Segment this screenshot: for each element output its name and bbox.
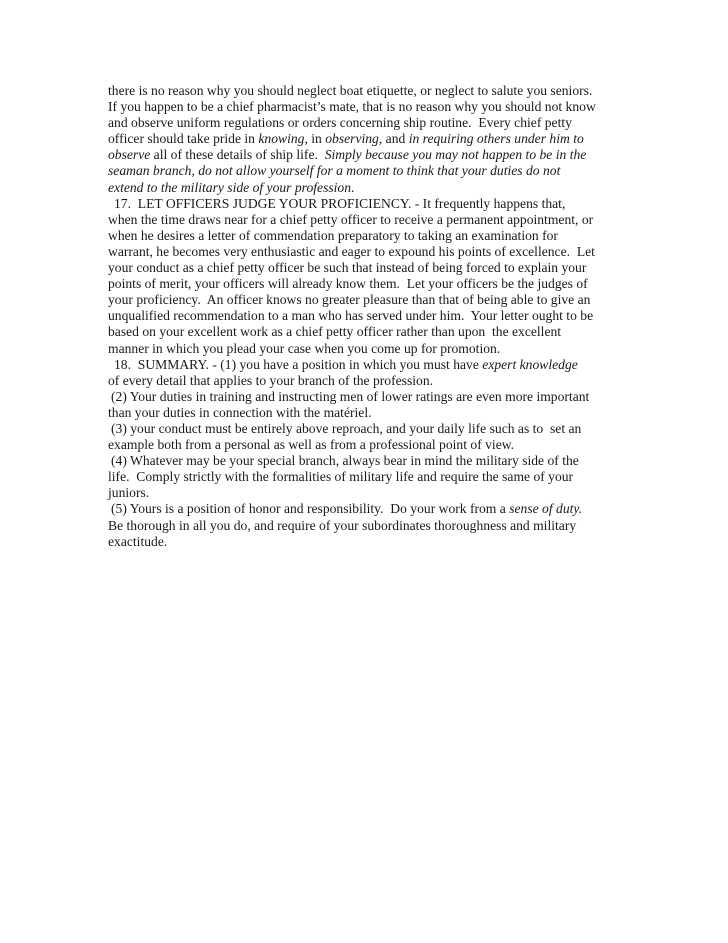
text-line — [108, 389, 624, 405]
text-line — [108, 405, 624, 421]
text-line — [108, 163, 624, 179]
text-segment: If you happen to be a chief pharmacist’s mate, that is no reason why you should not know — [108, 99, 596, 115]
text-segment: than your duties in connection with the matériel. — [108, 404, 372, 420]
text-segment: (5) Yours is a position of honor and responsibility. Do your work from a — [111, 501, 510, 517]
text-segment: warrant, he becomes very enthusiastic and eager to expound his points of excellence. Let — [108, 243, 595, 259]
text-segment: 18. SUMMARY. - (1) you have a position in which you must have — [114, 356, 483, 372]
text-line — [108, 228, 624, 244]
text-line — [108, 147, 624, 163]
text-line — [108, 534, 624, 550]
text-line — [108, 196, 624, 212]
italic-text: extend to the military side of your profession — [108, 179, 352, 195]
italic-text: sense of duty. — [509, 501, 583, 517]
text-segment: . — [351, 179, 355, 195]
text-segment: 17. LET OFFICERS JUDGE YOUR PROFICIENCY. - It frequently happens that, — [114, 195, 566, 211]
text-segment: life. Comply strictly with the formalities of military life and require the same of your — [108, 469, 574, 485]
text-line — [108, 212, 624, 228]
text-line — [108, 341, 624, 357]
text-line — [108, 485, 624, 501]
text-line — [108, 518, 624, 534]
text-segment: points of merit, your officers will already know them. Let your officers be the judges of — [108, 276, 588, 292]
text-segment: when he desires a letter of commendation preparatory to taking an examination for — [108, 227, 558, 243]
text-segment: your proficiency. An officer knows no greater pleasure than that of being able to give an — [108, 292, 591, 308]
text-line — [108, 115, 624, 131]
text-line — [108, 180, 624, 196]
text-line — [108, 131, 624, 147]
text-segment: example both from a personal as well as from a professional point of view. — [108, 437, 515, 453]
text-line — [108, 99, 624, 115]
italic-text: knowing — [258, 131, 305, 147]
text-segment: there is no reason why you should neglect boat etiquette, or neglect to salute you seniors. — [108, 83, 593, 98]
text-segment: (4) Whatever may be your special branch, always bear in mind the military side of the — [111, 453, 579, 469]
text-segment: of every detail that applies to your branch of the profession. — [108, 372, 434, 388]
text-segment: juniors. — [108, 485, 150, 501]
text-segment: and observe uniform regulations or orders concerning ship routine. Every chief petty — [108, 115, 572, 131]
text-segment: (2) Your duties in training and instructing men of lower ratings are even more important — [111, 388, 590, 404]
italic-text: observe — [108, 147, 151, 163]
text-segment: , in — [304, 131, 326, 147]
text-segment: when the time draws near for a chief petty officer to receive a permanent appointment, or — [108, 211, 594, 227]
italic-text: Simply because you may not happen to be in the — [324, 147, 587, 163]
text-line — [108, 292, 624, 308]
italic-text: in requiring others under him to — [408, 131, 584, 147]
text-line — [108, 437, 624, 453]
text-line — [108, 501, 624, 517]
text-line — [108, 373, 624, 389]
text-segment: exactitude. — [108, 533, 168, 549]
text-segment: unqualified recommendation to a man who has served under him. Your letter ought to be — [108, 308, 594, 324]
text-line — [108, 324, 624, 340]
text-line — [108, 260, 624, 276]
text-line — [108, 453, 624, 469]
text-line — [108, 83, 624, 99]
text-line — [108, 308, 624, 324]
italic-text: observing — [325, 131, 379, 147]
italic-text: expert knowledge — [482, 356, 578, 372]
body-text — [108, 83, 624, 550]
text-segment: (3) your conduct must be entirely above reproach, and your daily life such as to set an — [111, 420, 582, 436]
text-segment: , and — [378, 131, 409, 147]
text-line — [108, 421, 624, 437]
text-segment: your conduct as a chief petty officer be such that instead of being forced to explain your — [108, 260, 587, 276]
text-segment: all of these details of ship life. — [150, 147, 325, 163]
text-segment: Be thorough in all you do, and require of your subordinates thoroughness and military — [108, 517, 577, 533]
text-line — [108, 244, 624, 260]
text-line — [108, 276, 624, 292]
text-segment: manner in which you plead your case when you come up for promotion. — [108, 340, 501, 356]
text-segment: officer should take pride in — [108, 131, 259, 147]
text-segment: based on your excellent work as a chief petty officer rather than upon the excellent — [108, 324, 562, 340]
italic-text: seaman branch, do not allow yourself for a moment to think that your duties do not — [108, 163, 561, 179]
text-line — [108, 469, 624, 485]
text-line — [108, 357, 624, 373]
